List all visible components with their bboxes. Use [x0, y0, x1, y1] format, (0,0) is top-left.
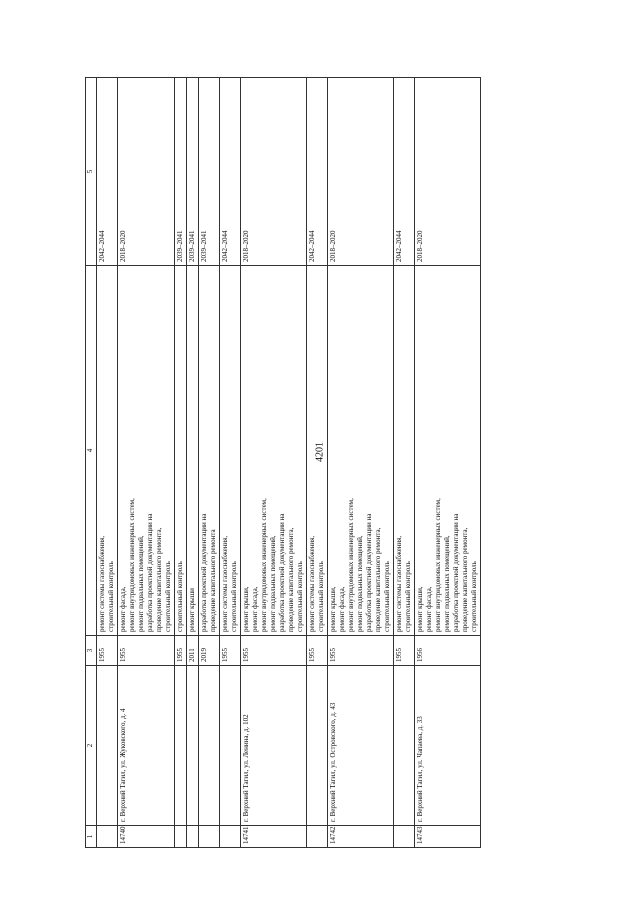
- row-number-cell: [199, 826, 220, 848]
- period-cell: [415, 78, 481, 266]
- works-cell: [415, 266, 481, 636]
- works-text: строительный контроль: [176, 561, 184, 632]
- period-cell: [394, 78, 415, 266]
- row-number-text: 14740.: [119, 824, 127, 844]
- period-text: 2018–2020: [416, 230, 424, 262]
- row-number-cell: [241, 826, 307, 848]
- table-row: [394, 78, 415, 848]
- works-text: строительный контроль: [296, 561, 304, 632]
- header-cell-4: 4: [86, 266, 97, 636]
- period-cell: [97, 78, 118, 266]
- row-number-text: 14743.: [416, 824, 424, 844]
- works-cell: [328, 266, 394, 636]
- works-text: ремонт системы газоснабжения,: [395, 535, 403, 632]
- row-number-cell: [97, 826, 118, 848]
- works-cell: [97, 266, 118, 636]
- address-cell: [175, 666, 187, 826]
- header-cell-3: 3: [86, 636, 97, 666]
- works-text: проведение капитального ремонта,: [374, 527, 382, 632]
- address-cell: [328, 666, 394, 826]
- works-text: ремонт системы газоснабжения,: [221, 535, 229, 632]
- table-row: [199, 78, 220, 848]
- year-cell: [220, 636, 241, 666]
- works-cell: [175, 266, 187, 636]
- works-text: ремонт внутридомовых инженерных систем,: [347, 498, 355, 632]
- address-cell: [199, 666, 220, 826]
- year-cell: [328, 636, 394, 666]
- works-text: разработка проектной документации на: [365, 513, 373, 632]
- year-text: 1955: [329, 648, 337, 662]
- table-row: [307, 78, 328, 848]
- works-text: ремонт внутридомовых инженерных систем,: [128, 498, 136, 632]
- address-cell: [394, 666, 415, 826]
- table-row: [187, 78, 199, 848]
- page-number-text: 4201: [314, 442, 326, 462]
- works-text: проведение капитального ремонта,: [287, 527, 295, 632]
- works-text: разработка проектной документации на: [278, 513, 286, 632]
- period-cell: [175, 78, 187, 266]
- table-row: [241, 78, 307, 848]
- works-text: строительный контроль: [404, 561, 412, 632]
- works-text: строительный контроль: [164, 561, 172, 632]
- row-number-cell: [187, 826, 199, 848]
- year-cell: [97, 636, 118, 666]
- works-text: ремонт крыши,: [242, 586, 250, 632]
- works-text: проведение капитального ремонта: [209, 529, 217, 632]
- address-cell: [97, 666, 118, 826]
- row-number-text: 14741.: [242, 824, 250, 844]
- year-text: 1955: [119, 648, 127, 662]
- row-number-text: 14742.: [329, 824, 337, 844]
- year-cell: [241, 636, 307, 666]
- address-text: г. Верхний Тагил, ул. Чапаева, д. 33: [416, 716, 424, 822]
- period-text: 2018–2020: [329, 230, 337, 262]
- year-text: 1955: [98, 648, 106, 662]
- address-text: г. Верхний Тагил, ул. Островского, д. 43: [329, 702, 337, 822]
- period-text: 2039–2041: [176, 230, 184, 262]
- works-text: ремонт фасада,: [251, 586, 259, 632]
- row-number-cell: [118, 826, 175, 848]
- rotated-table-sheet: [85, 78, 589, 848]
- table-row: [220, 78, 241, 848]
- period-cell: [118, 78, 175, 266]
- works-text: ремонт фасада,: [338, 586, 346, 632]
- year-cell: [307, 636, 328, 666]
- year-cell: [187, 636, 199, 666]
- works-cell: [118, 266, 175, 636]
- works-text: ремонт фасада,: [425, 586, 433, 632]
- works-text: ремонт внутридомовых инженерных систем,: [260, 498, 268, 632]
- period-cell: [307, 78, 328, 266]
- period-text: 2042–2044: [221, 230, 229, 262]
- header-row: [86, 78, 97, 848]
- works-text: строительный контроль: [317, 561, 325, 632]
- table-row: [328, 78, 394, 848]
- row-number-cell: [307, 826, 328, 848]
- works-text: ремонт системы газоснабжения,: [98, 535, 106, 632]
- works-text: строительный контроль: [470, 561, 478, 632]
- works-text: проведение капитального ремонта,: [461, 527, 469, 632]
- year-text: 1955: [221, 648, 229, 662]
- works-text: строительный контроль: [107, 561, 115, 632]
- works-text: строительный контроль: [383, 561, 391, 632]
- works-cell: [220, 266, 241, 636]
- year-cell: [199, 636, 220, 666]
- works-cell: [307, 266, 328, 636]
- works-text: ремонт подвальных помещений,: [356, 535, 364, 632]
- year-text: 1955: [395, 648, 403, 662]
- period-cell: [220, 78, 241, 266]
- address-cell: [118, 666, 175, 826]
- address-text: г. Верхний Тагил, ул. Ленина, д. 102: [242, 714, 250, 822]
- period-cell: [187, 78, 199, 266]
- works-text: ремонт крыши: [188, 588, 196, 632]
- works-text: разработка проектной документации на: [452, 513, 460, 632]
- year-text: 2019: [200, 648, 208, 662]
- year-cell: [394, 636, 415, 666]
- year-cell: [175, 636, 187, 666]
- year-text: 1955: [308, 648, 316, 662]
- address-cell: [241, 666, 307, 826]
- table-row: [415, 78, 481, 848]
- address-cell: [220, 666, 241, 826]
- table-body: [86, 78, 481, 848]
- works-cell: [241, 266, 307, 636]
- year-cell: [118, 636, 175, 666]
- row-number-cell: [328, 826, 394, 848]
- table-row: [118, 78, 175, 848]
- works-text: ремонт крыши,: [329, 586, 337, 632]
- year-text: 1956: [416, 648, 424, 662]
- works-text: ремонт подвальных помещений,: [443, 535, 451, 632]
- address-cell: [187, 666, 199, 826]
- header-cell-5: 5: [86, 78, 97, 266]
- header-cell-2: 2: [86, 666, 97, 826]
- period-text: 2018–2020: [119, 230, 127, 262]
- works-text: ремонт внутридомовых инженерных систем,: [434, 498, 442, 632]
- works-text: строительный контроль: [230, 561, 238, 632]
- period-text: 2042–2044: [308, 230, 316, 262]
- period-text: 2039–2041: [200, 230, 208, 262]
- row-number-cell: [220, 826, 241, 848]
- period-text: 2039–2041: [188, 230, 196, 262]
- repair-schedule-table: [85, 77, 481, 848]
- year-cell: [415, 636, 481, 666]
- period-cell: [199, 78, 220, 266]
- period-text: 2042–2044: [395, 230, 403, 262]
- year-text: 1955: [176, 648, 184, 662]
- row-number-cell: [394, 826, 415, 848]
- works-text: ремонт системы газоснабжения,: [308, 535, 316, 632]
- works-text: ремонт подвальных помещений,: [269, 535, 277, 632]
- period-cell: [328, 78, 394, 266]
- year-text: 2011: [188, 648, 196, 662]
- works-cell: [394, 266, 415, 636]
- works-text: ремонт фасада,: [119, 586, 127, 632]
- works-text: проведение капитального ремонта,: [155, 527, 163, 632]
- period-cell: [241, 78, 307, 266]
- header-cell-1: 1: [86, 826, 97, 848]
- table-row: [97, 78, 118, 848]
- works-cell: [199, 266, 220, 636]
- works-text: разработка проектной документации на: [200, 513, 208, 632]
- works-text: ремонт крыши,: [416, 586, 424, 632]
- year-text: 1955: [242, 648, 250, 662]
- period-text: 2018–2020: [242, 230, 250, 262]
- table-row: [175, 78, 187, 848]
- works-text: разработка проектной документации на: [146, 513, 154, 632]
- address-text: г. Верхний Тагил, ул. Жуковского, д. 4: [119, 708, 127, 822]
- row-number-cell: [415, 826, 481, 848]
- works-cell: [187, 266, 199, 636]
- period-text: 2042–2044: [98, 230, 106, 262]
- row-number-cell: [175, 826, 187, 848]
- address-cell: [307, 666, 328, 826]
- works-text: ремонт подвальных помещений,: [137, 535, 145, 632]
- address-cell: [415, 666, 481, 826]
